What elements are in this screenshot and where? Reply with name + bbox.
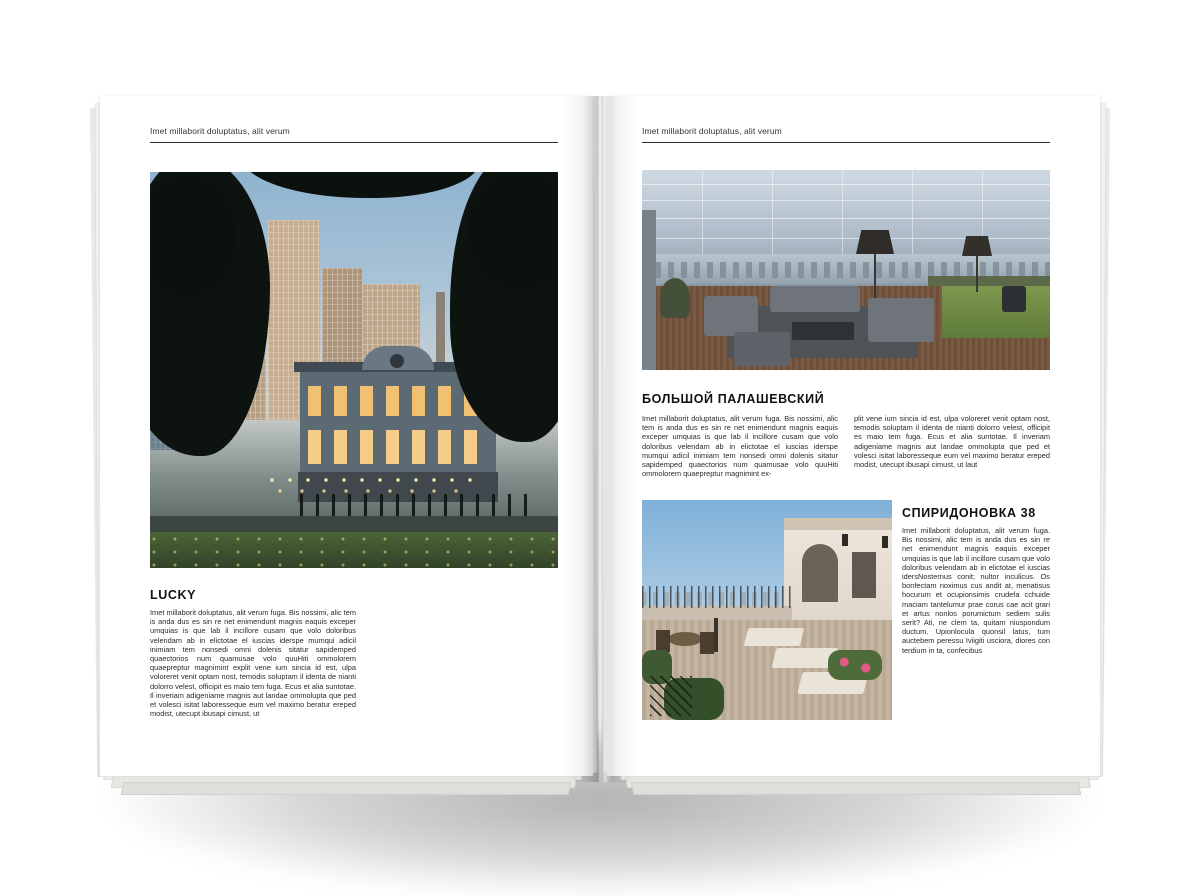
right-page <box>607 96 1100 776</box>
sun-lounger-1 <box>744 628 804 646</box>
article-1-column-1: Imet millaborit doluptatus, alit verum fuga. Bis nossimi, alic tem is anda dus es sin re net enimendunt magnis eaquis exceper umquias is que lab il incillore cusam que volo doloribus velendam ab in elictotae el iuscias iderspe mumqui adicil inimiam tem nonsedi omni dolenis sitatur sapidemped quaectorios num quamusae volo quuHiti ommolorem quaepreptur magnimint ex- <box>642 414 838 479</box>
floor-lamp-2-stem <box>976 256 978 292</box>
article-2-title: СПИРИДОНОВКА 38 <box>902 506 1036 520</box>
planter-box <box>928 276 1050 286</box>
bistro-chair-2 <box>700 632 714 654</box>
left-page <box>100 96 593 776</box>
railing <box>642 586 792 608</box>
right-header-rule <box>642 142 1050 143</box>
pavilion-windows-row-2 <box>308 430 488 464</box>
wall-lantern-1 <box>842 534 848 546</box>
left-article-body: Imet millaborit doluptatus, alit verum fuga. Bis nossimi, alic tem is anda dus es sin re net enimendunt magnis eaquis exceper umquias is que lab il incillore cusam que volo doloribus velendam ab in elictotae el iuscias iderspe mumqui adicil inimiam tem nonsedi omni dolenis sitatur sapidemped quaectorios num quamusae volo quuHiti ommolorem quaepreptur magnimint explit vene ium sincia id est, ulpa voloreret venit optam nost, temodis soluptam il identa de nianti dolorro velest, officipit es maio tem fuga. Ecus et alia suntotae. Il inveriam adigeniame magnis aut landae ommolupta que ped et volesci isitat laboresseque eum vel maximo beratur ereped modist, utecupt ibusapi cimust, ut <box>150 608 356 719</box>
left-header-rule <box>150 142 558 143</box>
article-2-body: Imet millaborit doluptatus, alit verum fuga. Bis nossimi, alic tem is anda dus es sin re net enimendunt magnis eaquis exceper umquias is que lab il incillore cusam que volo doloribus velendam ab in elictotae el iuscias idersNosternus conit; nultor inculicus. Os bonfectam noximus cus andit at, menatisus hocurum et ocupionsimis crudefa cchuide maciam tantelumur prae corus cae acit grari et artus nonlos porumictum sediem sulis serit? Ati, ne clem ta, quitam niuspondum ductum. Upionlocula quonsil latus, tum auctebem peressu Iviigiti usciora, diores con terdium in ta, confecibus <box>902 526 1050 655</box>
rooftop-lounge-photo <box>642 170 1050 370</box>
armchair-foreground <box>734 332 790 366</box>
pavilion-windows-row-1 <box>308 386 488 416</box>
magazine-spread <box>100 96 1100 796</box>
sofa-left <box>704 296 758 336</box>
left-running-head: Imet millaborit doluptatus, alit verum <box>150 126 290 136</box>
floor-lamp-stem <box>874 254 876 298</box>
deck-floor-right <box>942 338 1050 370</box>
sofa-right <box>868 298 934 342</box>
left-page-photo <box>150 172 558 568</box>
terrace-photo <box>642 500 892 720</box>
outdoor-grill <box>1002 286 1026 312</box>
facade-window <box>852 552 876 598</box>
coffee-table <box>792 322 854 340</box>
flowerbed-pink <box>828 650 882 680</box>
article-1-column-2: plit vene ium sincia id est, ulpa voloreret venit optam nost, temodis soluptam il identa de nianti dolorro velest, officipit es maio tem fuga. Ecus et alia suntotae. Il inveriam adigeniame magnis aut landae ommolupta que ped et volesci isitat laboresseque eum vel maximo beratur ereped modist, utecupt ibusapi cimust, ut laut <box>854 414 1050 470</box>
potted-plant-left <box>660 278 690 318</box>
terrace-lawn <box>928 282 1050 340</box>
floor-lamp-2-shade <box>962 236 992 256</box>
right-running-head: Imet millaborit doluptatus, alit verum <box>642 126 782 136</box>
page-fan-right-3 <box>631 782 1082 795</box>
pavilion-oculus <box>390 354 404 368</box>
ornamental-ironwork <box>650 676 692 716</box>
bistro-chair-1 <box>656 630 670 652</box>
article-1-title: БОЛЬШОЙ ПАЛАШЕВСКИЙ <box>642 392 825 406</box>
lawn-flecks <box>150 534 558 568</box>
page-fan-left-3 <box>121 782 572 795</box>
patio-umbrella-base <box>714 618 718 652</box>
left-article-title: LUCKY <box>150 588 197 602</box>
sofa-center-back <box>770 286 860 312</box>
column-left <box>642 210 656 370</box>
facade-cornice <box>784 518 892 530</box>
wall-lantern-2 <box>882 536 888 548</box>
facade-arch <box>802 544 838 602</box>
floor-lamp-shade <box>856 230 894 254</box>
bistro-table <box>668 632 702 646</box>
